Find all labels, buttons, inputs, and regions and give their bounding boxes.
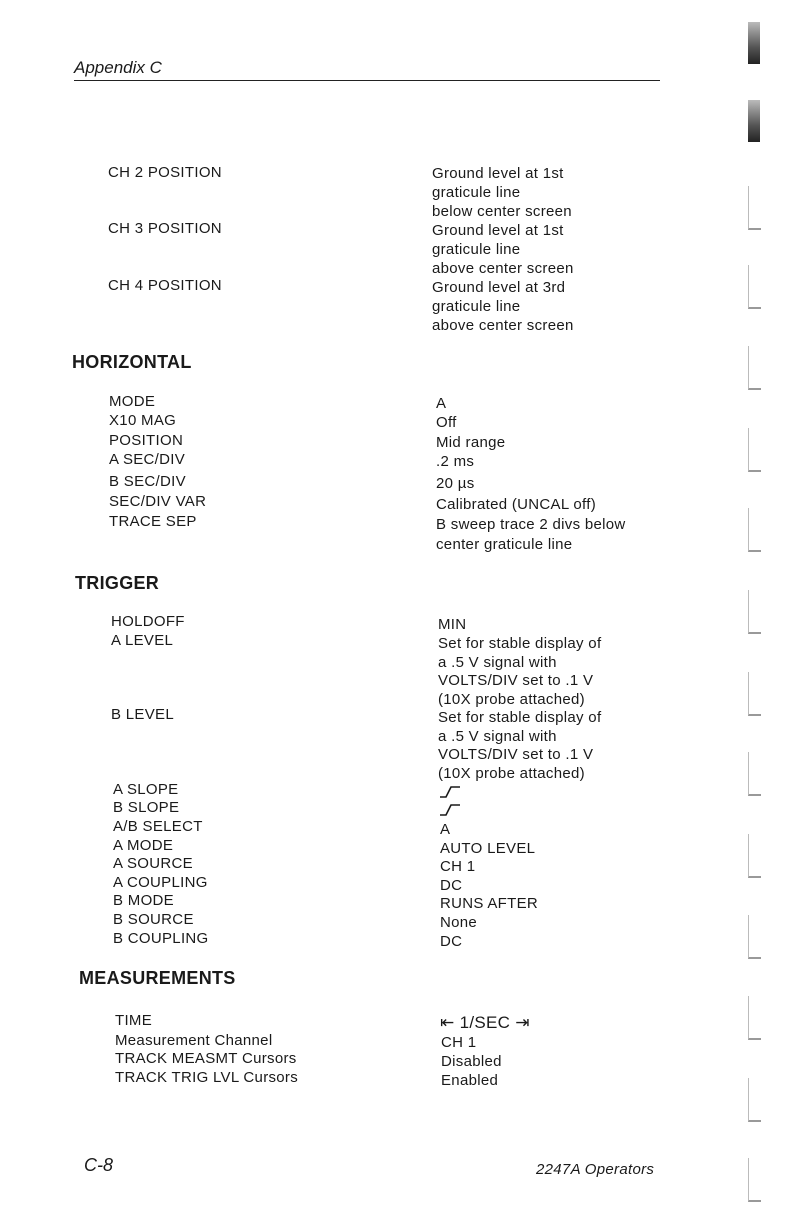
trigger-value: AUTO LEVEL [440, 840, 536, 857]
index-tab [748, 265, 761, 309]
trigger-value: A [440, 821, 451, 838]
trigger-label: HOLDOFF [111, 613, 185, 630]
trigger-label: A SOURCE [113, 855, 193, 872]
trigger-value: a .5 V signal with [438, 654, 557, 671]
horizontal-value: A [436, 395, 447, 412]
horizontal-label: B SEC/DIV [109, 473, 186, 490]
measurements-label: TIME [115, 1012, 153, 1029]
horizontal-label: TRACE SEP [109, 513, 197, 530]
horizontal-value: Off [436, 414, 457, 431]
page-number: C-8 [84, 1155, 114, 1175]
trigger-value: a .5 V signal with [438, 728, 557, 745]
trigger-label: B LEVEL [111, 706, 174, 723]
index-tab [748, 428, 761, 472]
horizontal-value: Mid range [436, 434, 506, 451]
measurements-value: Disabled [441, 1053, 502, 1070]
ch2-position-value-1: Ground level at 1st [432, 165, 564, 182]
index-tab [748, 672, 761, 716]
ch3-position-label: CH 3 POSITION [108, 220, 222, 237]
ch2-position-value-2: graticule line [432, 184, 521, 201]
index-tab [748, 1158, 761, 1202]
horizontal-value: Calibrated (UNCAL off) [436, 496, 596, 513]
index-tab [748, 834, 761, 878]
trigger-value: RUNS AFTER [440, 895, 539, 912]
trigger-value: MIN [438, 616, 467, 633]
index-tab [748, 22, 760, 64]
measurements-label: TRACK MEASMT Cursors [115, 1050, 297, 1067]
trigger-label: A SLOPE [113, 781, 179, 798]
horizontal-heading: HORIZONTAL [72, 352, 192, 372]
measurements-value: Enabled [441, 1072, 499, 1089]
horizontal-label: X10 MAG [109, 412, 177, 429]
measurements-value: ⇤ 1/SEC ⇥ [440, 1013, 530, 1032]
ch3-position-value-1: Ground level at 1st [432, 222, 564, 239]
ch3-position-value-3: above center screen [432, 260, 574, 277]
trigger-value: Set for stable display of [438, 635, 602, 652]
ch4-position-value-3: above center screen [432, 317, 574, 334]
index-tab [748, 508, 761, 552]
trigger-value: Set for stable display of [438, 709, 602, 726]
index-tab [748, 752, 761, 796]
horizontal-label: POSITION [109, 432, 184, 449]
trigger-label: B SLOPE [113, 799, 180, 816]
horizontal-label: SEC/DIV VAR [109, 493, 207, 510]
index-tab [748, 100, 760, 142]
index-tab [748, 346, 761, 390]
ch4-position-value-2: graticule line [432, 298, 521, 315]
index-tab [748, 186, 761, 230]
trigger-value: VOLTS/DIV set to .1 V [438, 746, 594, 763]
trigger-label: A MODE [113, 837, 174, 854]
horizontal-label: A SEC/DIV [109, 451, 186, 468]
measurements-value: CH 1 [441, 1034, 477, 1051]
trigger-label: B MODE [113, 892, 174, 909]
manual-title: 2247A Operators [536, 1161, 655, 1178]
rising-slope-icon [438, 801, 462, 817]
horizontal-value: .2 ms [436, 453, 475, 470]
rising-slope-icon [438, 783, 462, 799]
horizontal-value: center graticule line [436, 536, 573, 553]
horizontal-value: 20 µs [436, 475, 475, 492]
trigger-heading: TRIGGER [75, 573, 160, 593]
horizontal-value: B sweep trace 2 divs below [436, 516, 626, 533]
page-header: Appendix C [74, 58, 660, 81]
ch2-position-label: CH 2 POSITION [108, 164, 222, 181]
index-tab [748, 1078, 761, 1122]
horizontal-label: MODE [109, 393, 156, 410]
trigger-value: VOLTS/DIV set to .1 V [438, 672, 594, 689]
thumb-index-tabs [740, 0, 795, 1224]
trigger-value: CH 1 [440, 858, 476, 875]
trigger-label: A COUPLING [113, 874, 208, 891]
trigger-value: (10X probe attached) [438, 691, 585, 708]
trigger-value: DC [440, 933, 463, 950]
trigger-label: B SOURCE [113, 911, 194, 928]
ch4-position-value-1: Ground level at 3rd [432, 279, 566, 296]
measurements-label: TRACK TRIG LVL Cursors [115, 1069, 299, 1086]
trigger-value: DC [440, 877, 463, 894]
ch3-position-value-2: graticule line [432, 241, 521, 258]
measurements-heading: MEASUREMENTS [79, 968, 236, 988]
index-tab [748, 996, 761, 1040]
ch2-position-value-3: below center screen [432, 203, 572, 220]
ch4-position-label: CH 4 POSITION [108, 277, 222, 294]
index-tab [748, 590, 761, 634]
measurements-label: Measurement Channel [115, 1032, 273, 1049]
trigger-label: A/B SELECT [113, 818, 203, 835]
trigger-label: A LEVEL [111, 632, 174, 649]
index-tab [748, 915, 761, 959]
trigger-value: None [440, 914, 478, 931]
trigger-label: B COUPLING [113, 930, 209, 947]
trigger-value: (10X probe attached) [438, 765, 585, 782]
